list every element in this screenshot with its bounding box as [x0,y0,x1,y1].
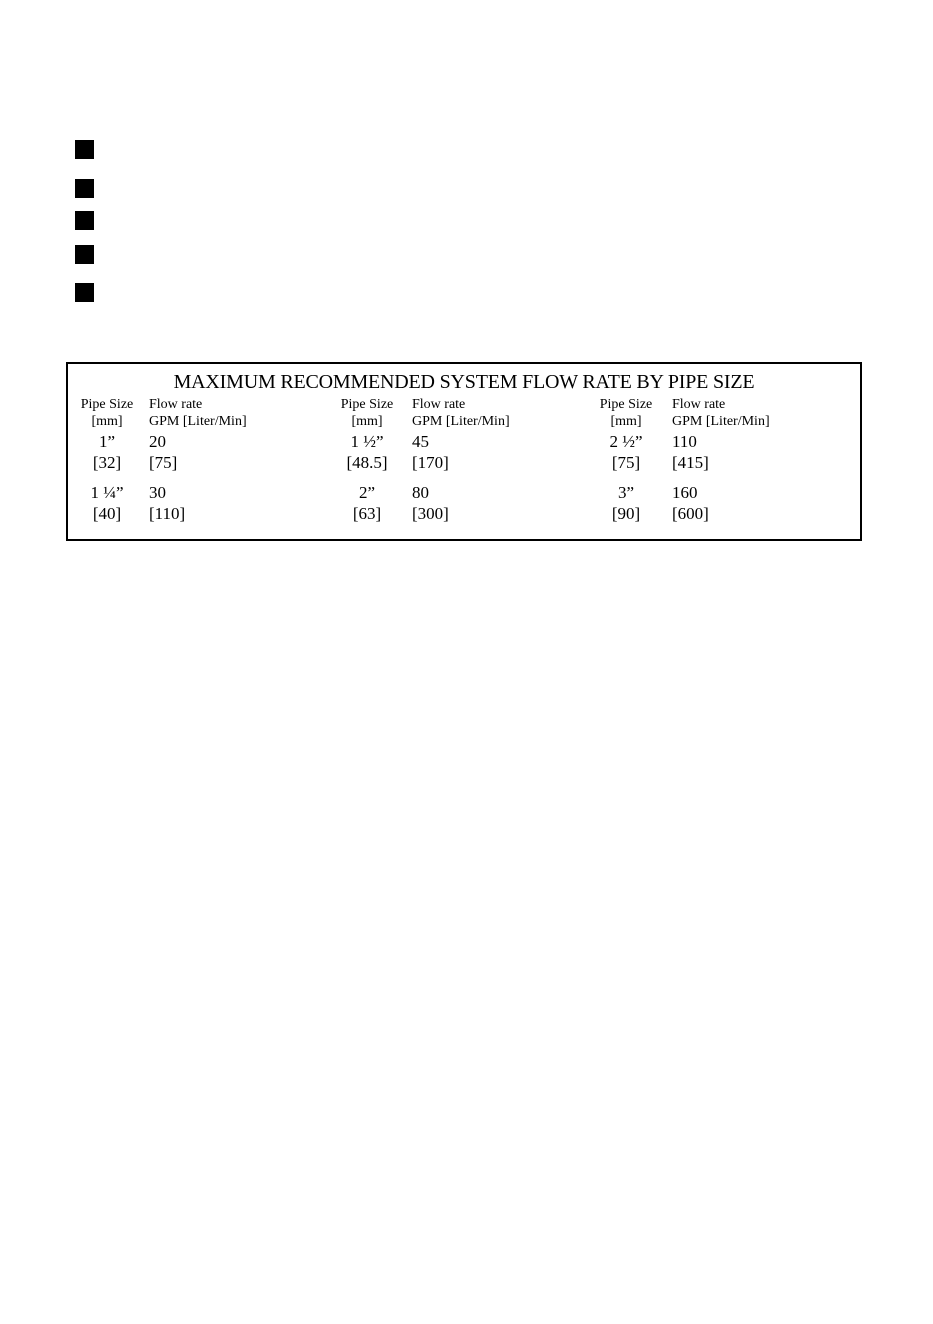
square-bullet-icon [75,211,94,230]
flow-rate-header: Flow rate [149,397,203,412]
pipe-group-2 [339,396,589,526]
flow-rate-unit-header: GPM [Liter/Min] [672,414,770,429]
flow-rate-column [149,396,299,523]
flow-rate-gpm-value: 45 [412,432,429,451]
square-bullet-icon [75,283,94,302]
flow-rate-lpm-value: [600] [672,504,709,523]
pipe-size-unit-header: [mm] [610,414,642,429]
pipe-group-1 [79,396,329,526]
flow-rate-lpm-value: [415] [672,453,709,472]
pipe-size-mm-value: [48.5] [346,453,388,472]
flow-rate-table [66,362,862,541]
flow-rate-column [412,396,562,523]
pipe-size-value: 3” [617,483,635,502]
pipe-size-mm-value: [32] [92,453,122,472]
flow-rate-unit-header: GPM [Liter/Min] [412,414,510,429]
pipe-size-value: 1” [98,432,116,451]
flow-rate-column [672,396,822,523]
flow-rate-lpm-value: [170] [412,453,449,472]
pipe-size-column [79,396,135,523]
flow-rate-gpm-value: 160 [672,483,698,502]
flow-rate-gpm-value: 30 [149,483,166,502]
pipe-size-header: Pipe Size [340,397,394,412]
flow-rate-unit-header: GPM [Liter/Min] [149,414,247,429]
flow-rate-header: Flow rate [672,397,726,412]
flow-table-title: MAXIMUM RECOMMENDED SYSTEM FLOW RATE BY PIPE SIZE [173,371,755,393]
pipe-size-value: 1 ¼” [90,483,124,502]
pipe-size-mm-value: [75] [611,453,641,472]
square-bullet-icon [75,140,94,159]
pipe-size-header: Pipe Size [80,397,134,412]
pipe-size-unit-header: [mm] [91,414,123,429]
flow-rate-lpm-value: [75] [149,453,178,472]
square-bullet-icon [75,245,94,264]
pipe-group-3 [598,396,848,526]
square-bullet-icon [75,179,94,198]
pipe-size-column [339,396,395,523]
flow-rate-gpm-value: 110 [672,432,697,451]
pipe-size-mm-value: [63] [352,504,382,523]
flow-rate-lpm-value: [110] [149,504,186,523]
flow-rate-lpm-value: [300] [412,504,449,523]
pipe-size-value: 2 ½” [609,432,643,451]
pipe-size-column [598,396,654,523]
flow-rate-gpm-value: 80 [412,483,429,502]
pipe-size-value: 2” [358,483,376,502]
pipe-size-unit-header: [mm] [351,414,383,429]
flow-rate-header: Flow rate [412,397,466,412]
pipe-size-header: Pipe Size [599,397,653,412]
flow-rate-gpm-value: 20 [149,432,166,451]
pipe-size-value: 1 ½” [350,432,384,451]
pipe-size-mm-value: [90] [611,504,641,523]
pipe-size-mm-value: [40] [92,504,122,523]
